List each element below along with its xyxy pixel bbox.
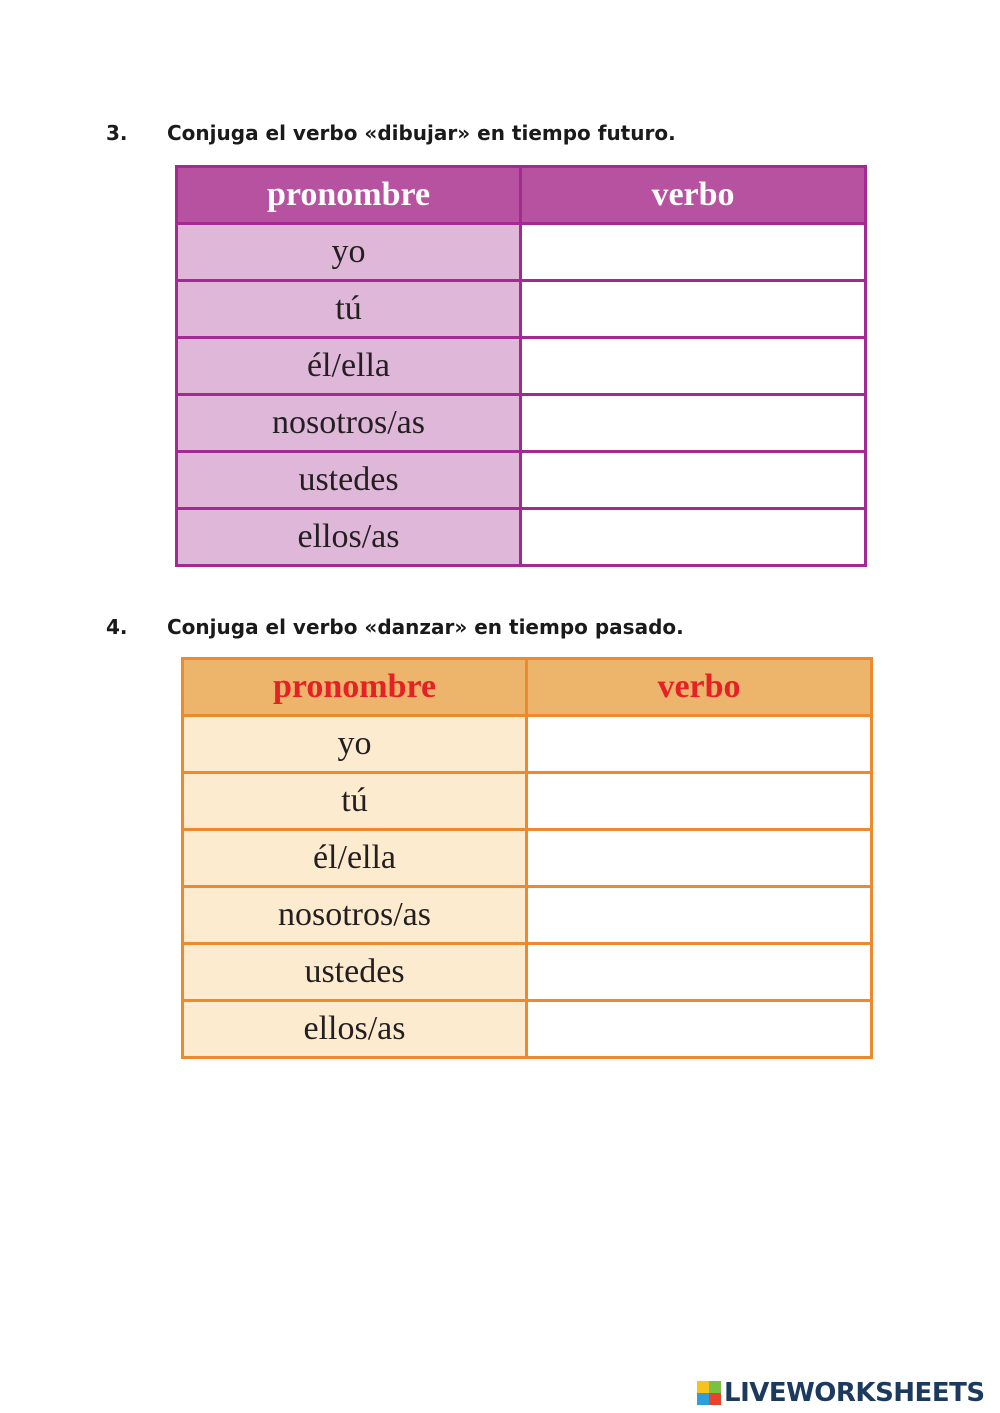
table-row [177, 338, 866, 395]
logo-square-red [709, 1393, 721, 1405]
verb-answer-cell[interactable] [527, 887, 872, 944]
header-verbo: verbo [527, 659, 872, 716]
liveworksheets-logo-icon [697, 1381, 721, 1405]
logo-square-green [709, 1381, 721, 1393]
pronoun-cell: ellos/as [183, 1001, 527, 1058]
table-header-row [183, 659, 872, 716]
table-header-row [177, 167, 866, 224]
pronoun-cell: él/ella [183, 830, 527, 887]
question-instruction: Conjuga el verbo «danzar» en tiempo pasado. [167, 615, 684, 639]
pronoun-cell: tú [177, 281, 521, 338]
verb-answer-cell[interactable] [521, 452, 866, 509]
table-row [183, 887, 872, 944]
question-3 [106, 121, 676, 145]
table-row [177, 509, 866, 566]
table-row [177, 395, 866, 452]
verb-answer-cell[interactable] [527, 944, 872, 1001]
logo-square-yellow [697, 1381, 709, 1393]
pronoun-cell: yo [183, 716, 527, 773]
header-verbo: verbo [521, 167, 866, 224]
verb-answer-cell[interactable] [527, 830, 872, 887]
table-row [177, 452, 866, 509]
pronoun-cell: él/ella [177, 338, 521, 395]
conjugation-table-danzar [181, 657, 873, 1059]
verb-answer-cell[interactable] [521, 281, 866, 338]
pronoun-cell: ustedes [183, 944, 527, 1001]
table-row [177, 224, 866, 281]
logo-text: LIVEWORKSHEETS [724, 1378, 985, 1408]
verb-answer-cell[interactable] [527, 773, 872, 830]
logo-square-blue [697, 1393, 709, 1405]
verb-answer-cell[interactable] [521, 224, 866, 281]
question-number: 4. [106, 615, 128, 639]
pronoun-cell: nosotros/as [183, 887, 527, 944]
pronoun-cell: ellos/as [177, 509, 521, 566]
header-pronombre: pronombre [183, 659, 527, 716]
table-row [183, 830, 872, 887]
liveworksheets-logo [697, 1376, 985, 1410]
pronoun-cell: tú [183, 773, 527, 830]
conjugation-table-dibujar [175, 165, 867, 567]
table-row [183, 944, 872, 1001]
question-4 [106, 615, 684, 639]
question-instruction: Conjuga el verbo «dibujar» en tiempo futuro. [167, 121, 676, 145]
table-row [177, 281, 866, 338]
header-pronombre: pronombre [177, 167, 521, 224]
verb-answer-cell[interactable] [527, 716, 872, 773]
verb-answer-cell[interactable] [521, 509, 866, 566]
verb-answer-cell[interactable] [527, 1001, 872, 1058]
verb-answer-cell[interactable] [521, 338, 866, 395]
question-number: 3. [106, 121, 128, 145]
pronoun-cell: nosotros/as [177, 395, 521, 452]
pronoun-cell: yo [177, 224, 521, 281]
pronoun-cell: ustedes [177, 452, 521, 509]
table-row [183, 773, 872, 830]
table-row [183, 716, 872, 773]
verb-answer-cell[interactable] [521, 395, 866, 452]
table-row [183, 1001, 872, 1058]
